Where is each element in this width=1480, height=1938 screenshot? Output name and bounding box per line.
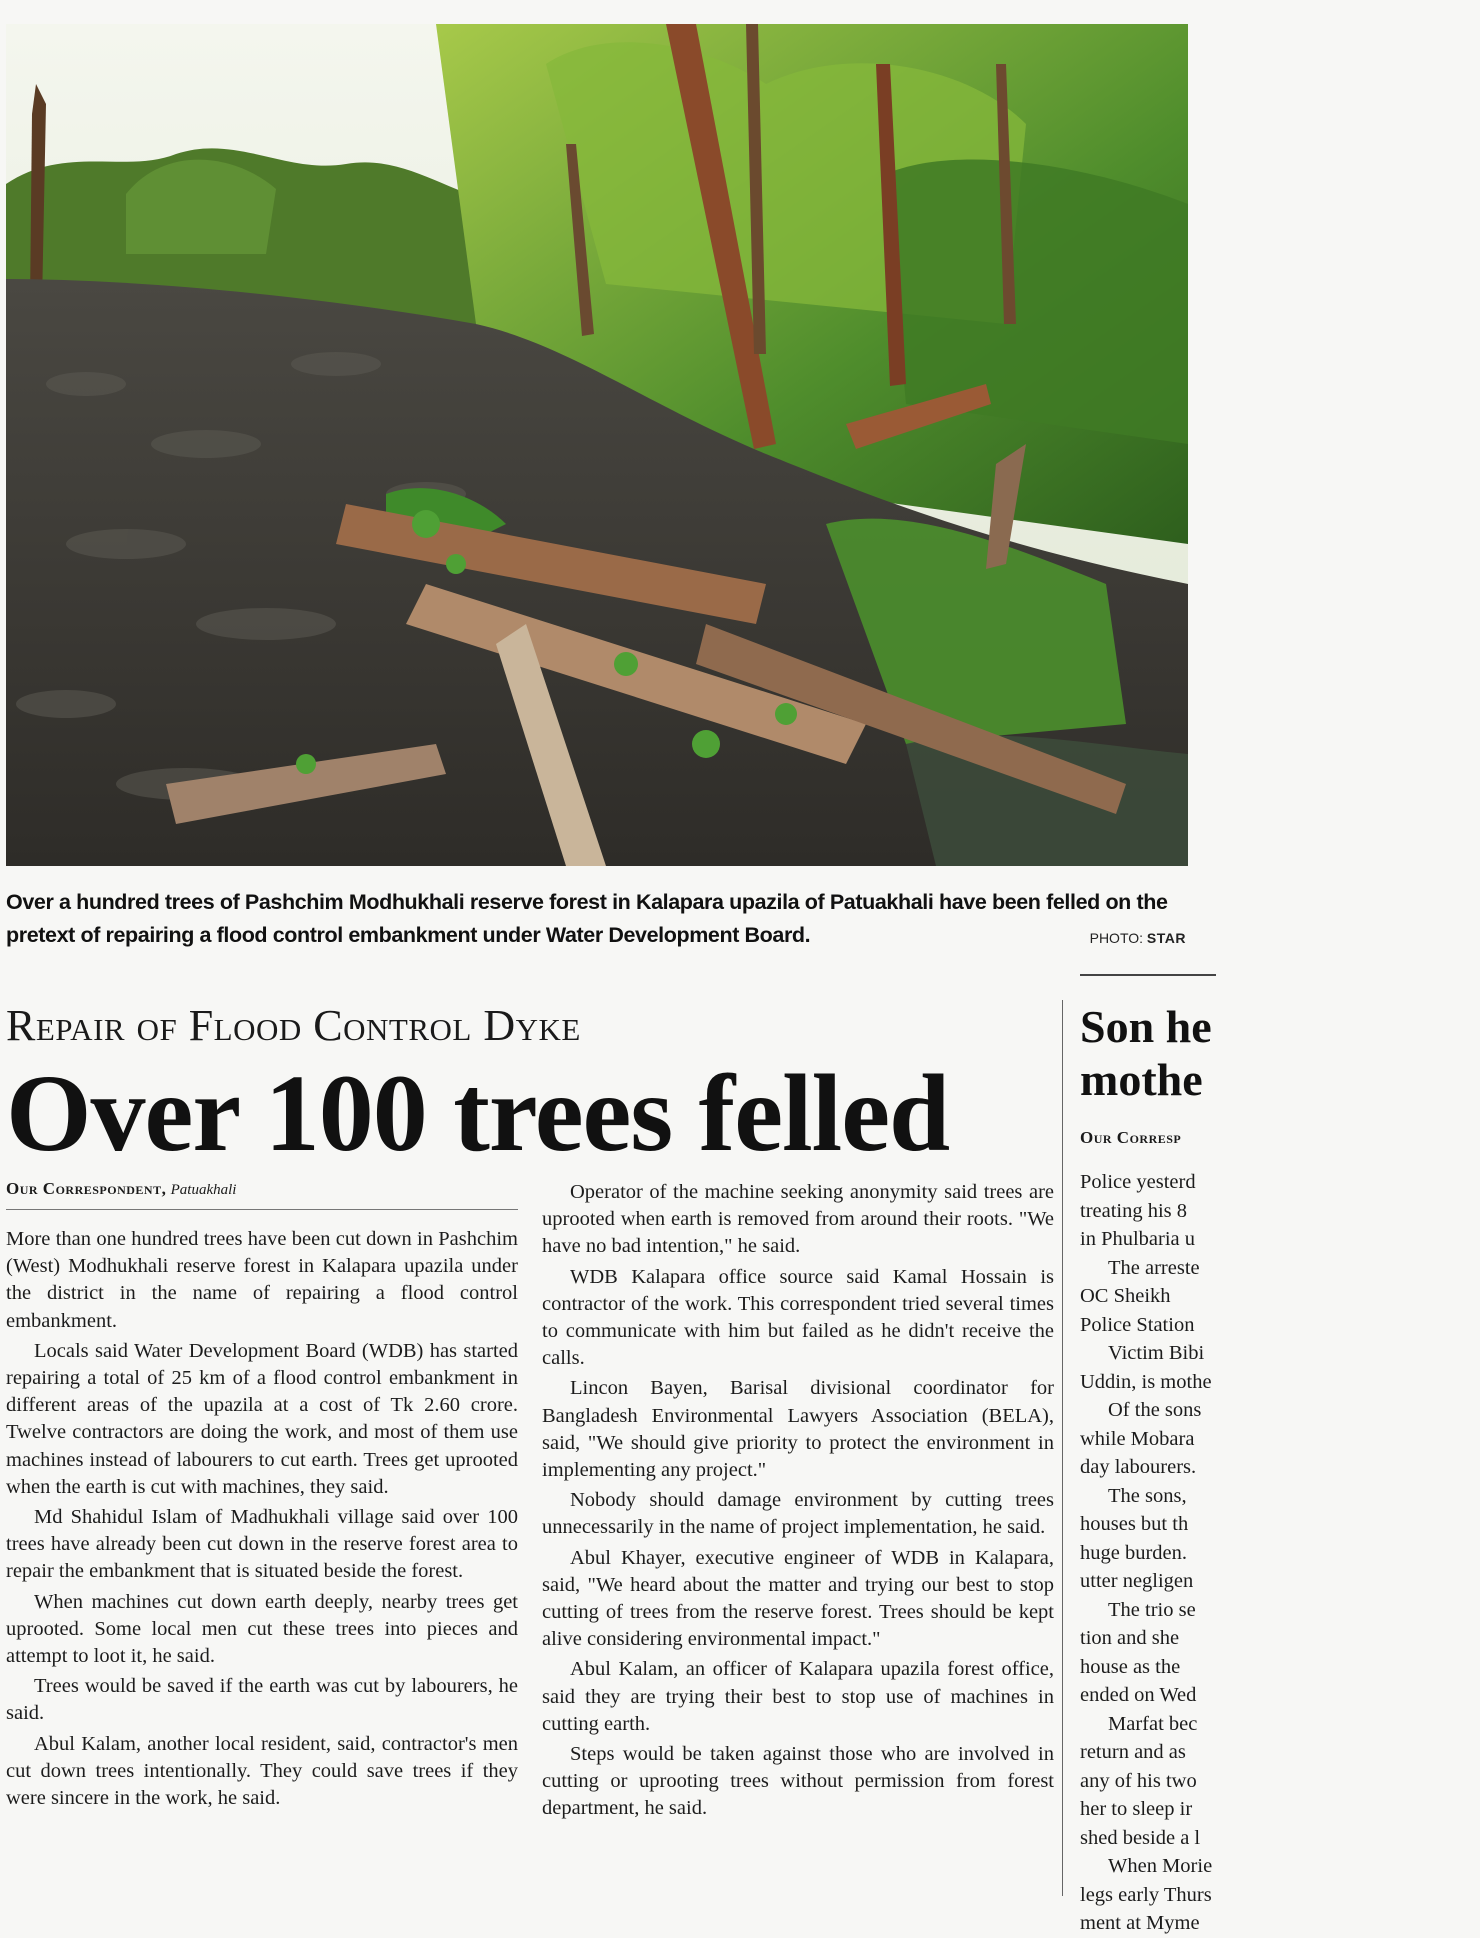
side-story-line: return and as bbox=[1080, 1741, 1186, 1763]
side-story-line: Victim Bibi bbox=[1108, 1342, 1205, 1364]
credit-label: PHOTO: bbox=[1089, 930, 1144, 946]
side-story-line: day labourers. bbox=[1080, 1456, 1197, 1478]
paragraph: Abul Kalam, another local resident, said, contractor's men cut down trees intentionally. They could save trees if they were sincere in the work, he said. bbox=[6, 1732, 518, 1810]
side-story-line: When Morie bbox=[1108, 1855, 1213, 1877]
side-story-line: ment at Myme bbox=[1080, 1912, 1200, 1934]
paragraph: Operator of the machine seeking anonymity said trees are uprooted when earth is removed from around their roots. "We have no bad intention," he said. bbox=[542, 1181, 1054, 1258]
side-story-line: utter negligen bbox=[1080, 1570, 1194, 1592]
byline-name: Our Correspondent, bbox=[6, 1179, 167, 1198]
paragraph: Md Shahidul Islam of Madhukhali village said over 100 trees have already been cut down in the reserve forest area to repair the embankment that is situated beside the forest. bbox=[6, 1506, 518, 1583]
paragraph: Abul Kalam, an officer of Kalapara upazila forest office, said they are trying their best to stop use of machines in cutting earth. bbox=[542, 1658, 1054, 1735]
paragraph: More than one hundred trees have been cut down in Pashchim (West) Modhukhali reserve forest in Kalapara upazila under the district in the name of repairing a flood control embankment. bbox=[6, 1228, 518, 1332]
side-story-line: in Phulbaria u bbox=[1080, 1228, 1196, 1250]
side-story-line: treating his 8 bbox=[1080, 1199, 1188, 1222]
story-column-2 bbox=[542, 1179, 1054, 1826]
side-headline-line: Son he bbox=[1080, 1001, 1212, 1052]
side-story-line: Uddin, is mothe bbox=[1080, 1370, 1212, 1393]
paragraph: When machines cut down earth deeply, nearby trees get uprooted. Some local men cut these trees into pieces and attempt to loot it, he said. bbox=[6, 1590, 518, 1668]
paragraph: Abul Khayer, executive engineer of WDB in Kalapara, said, "We heard about the matter and trying our best to stop cutting of trees from the reserve forest. Trees should be kept alive considering environmental impact." bbox=[542, 1546, 1054, 1651]
side-story-byline: Our Corresp bbox=[1080, 1128, 1182, 1147]
side-story-line: legs early Thurs bbox=[1080, 1883, 1212, 1906]
side-story-line: house as the bbox=[1080, 1655, 1181, 1678]
side-headline-line: mothe bbox=[1080, 1054, 1203, 1105]
side-story-line: her to sleep ir bbox=[1080, 1798, 1193, 1820]
paragraph: Locals said Water Development Board (WDB) has started repairing a total of 25 km of a flood control embankment in different areas of the upazila at a cost of Tk 2.60 crore. Twelve contractors are doing the work, and most of them use machines instead of labourers to cut earth. Trees get uprooted when the earth is cut with machines, they said. bbox=[6, 1339, 518, 1498]
side-story-line: Marfat bec bbox=[1108, 1712, 1198, 1735]
paragraph: Trees would be saved if the earth was cut by labourers, he said. bbox=[6, 1675, 518, 1725]
side-story-line: ended on Wed bbox=[1080, 1684, 1197, 1706]
side-story-line: The sons, bbox=[1108, 1484, 1187, 1507]
credit-source: STAR bbox=[1146, 930, 1186, 946]
paragraph: WDB Kalapara office source said Kamal Hossain is contractor of the work. This correspondent tried several times to communicate with him but failed as he didn't receive the calls. bbox=[542, 1265, 1054, 1370]
side-story-line: huge burden. bbox=[1080, 1541, 1188, 1564]
photo-caption: Over a hundred trees of Pashchim Modhukhali reserve forest in Kalapara upazila of Patuakhali have been felled on the pretext of repairing a flood control embankment under Water Development Board. bbox=[6, 890, 1168, 947]
story-byline bbox=[6, 1179, 518, 1210]
side-story-line: Police Station bbox=[1080, 1313, 1195, 1336]
side-story-line: Of the sons bbox=[1108, 1399, 1202, 1421]
story-headline: Over 100 trees felled bbox=[6, 1052, 950, 1174]
forest-photo-illustration bbox=[6, 24, 1188, 866]
side-story-line: while Mobara bbox=[1080, 1427, 1195, 1450]
side-story-headline bbox=[1080, 1000, 1480, 1106]
side-story-line: shed beside a l bbox=[1080, 1826, 1201, 1849]
story-kicker: Repair of Flood Control Dyke bbox=[6, 1001, 581, 1050]
side-story-text bbox=[1080, 1168, 1380, 1938]
side-story bbox=[1080, 0, 1216, 1934]
side-story-line: The arreste bbox=[1108, 1256, 1200, 1279]
paragraph: Lincon Bayen, Barisal divisional coordinator for Bangladesh Environmental Lawyers Association (BELA), said, "We should give priority to protect the environment in implementing any project." bbox=[542, 1377, 1054, 1482]
side-story-line: any of his two bbox=[1080, 1769, 1197, 1792]
side-story-line: OC Sheikh bbox=[1080, 1285, 1171, 1307]
byline-place: Patuakhali bbox=[170, 1182, 237, 1198]
paragraph: Steps would be taken against those who are involved in cutting or uprooting trees without permission from forest department, he said. bbox=[542, 1743, 1054, 1820]
column-divider bbox=[1062, 1000, 1063, 1896]
story-column-1 bbox=[6, 1226, 518, 1815]
side-story-line: houses but th bbox=[1080, 1513, 1189, 1535]
side-story-line: Police yesterd bbox=[1080, 1171, 1196, 1193]
paragraph: Nobody should damage environment by cutting trees unnecessarily in the name of project implementation, he said. bbox=[542, 1489, 1054, 1539]
side-story-line: The trio se bbox=[1108, 1598, 1196, 1621]
news-photo bbox=[6, 24, 1188, 866]
side-story-line: tion and she bbox=[1080, 1627, 1180, 1649]
